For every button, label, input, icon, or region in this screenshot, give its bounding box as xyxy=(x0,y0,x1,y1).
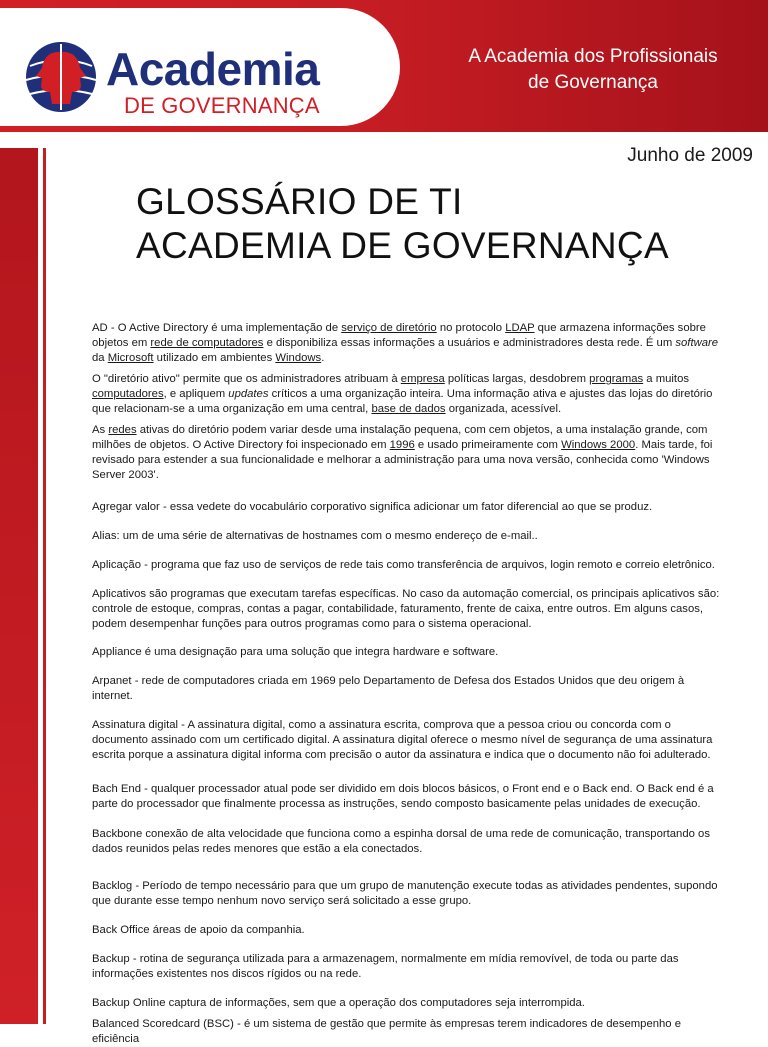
text: , e apliquem xyxy=(163,388,229,400)
glossary-entry-ad xyxy=(92,321,728,366)
tagline-line: de Governança xyxy=(528,72,658,93)
header-banner xyxy=(0,0,768,132)
glossary-entry: Balanced Scoredcard (BSC) - é um sistema de gestão que permite às empresas terem indicadores de desempenho e eficiência xyxy=(92,1018,681,1045)
link-ldap[interactable]: LDAP xyxy=(505,322,535,334)
glossary-entry: Appliance é uma designação para uma solução que integra hardware e software. xyxy=(92,646,499,658)
link-servico-de-diretorio[interactable]: serviço de diretório xyxy=(341,322,437,334)
text: AD - O Active Directory é uma implementação de xyxy=(92,322,342,334)
text: políticas largas, desdobrem xyxy=(444,373,590,385)
left-red-bar xyxy=(0,148,38,1024)
glossary-entry: Arpanet - rede de computadores criada em 1969 pelo Departamento de Defesa dos Estados Unidos que deu origem à internet. xyxy=(92,675,685,702)
glossary-entry: Backup - rotina de segurança utilizada para a armazenagem, normalmente em mídia removível, de toda ou parte das informações existentes nos discos rígidos ou na rede. xyxy=(92,953,679,980)
logo-container[interactable] xyxy=(0,8,400,126)
text: O "diretório ativo" permite que os administradores atribuam à xyxy=(92,373,401,385)
glossary-entry-ad-3 xyxy=(92,423,728,483)
glossary-entry: Bach End - qualquer processador atual pode ser dividido em dois blocos básicos, o Front end e o Back end. O Back end é a parte do processador que finalmente processa as instruções, sendo composto basicamente pelas unidades de execução. xyxy=(92,783,714,810)
glossary-entry: Backup Online captura de informações, sem que a operação dos computadores seja interrompida. xyxy=(92,997,585,1009)
link-1996[interactable]: 1996 xyxy=(389,439,415,451)
italic-term: software xyxy=(675,337,719,349)
title-line: GLOSSÁRIO DE TI xyxy=(136,181,463,222)
logo-title: Academia xyxy=(106,43,320,95)
text: . xyxy=(321,352,325,364)
text: utilizado em ambientes xyxy=(153,352,276,364)
text: da xyxy=(92,352,108,364)
glossary-entry-ad-2 xyxy=(92,372,728,417)
glossary-body xyxy=(92,321,728,1047)
text: ativas do diretório podem variar desde uma instalação pequena, com cem objetos, a uma instalação grande, com milhões de objetos. O Active Directory foi inspecionado em xyxy=(92,424,708,451)
italic-term: updates xyxy=(228,388,269,400)
text: e usado primeiramente com xyxy=(414,439,562,451)
glossary-entry: Backlog - Período de tempo necessário para que um grupo de manutenção execute todas as atividades pendentes, supondo que durante esse tempo nenhum novo serviço será solicitado a esse grupo. xyxy=(92,880,718,907)
glossary-entry: Aplicativos são programas que executam tarefas específicas. No caso da automação comercial, os principais aplicativos são: controle de estoque, compras, contas a pagar, contabilidade, faturamento, frente de caixa, entre outros. Em alguns casos, podem desempenhar funções para outros programas como para o sistema operacional. xyxy=(92,588,720,630)
glossary-entry: Backbone conexão de alta velocidade que funciona como a espinha dorsal de uma rede de comunicação, transportando os dados reunidos pelas redes menores que estão a ela conectados. xyxy=(92,828,710,855)
document-date: Junho de 2009 xyxy=(627,145,753,166)
text: organizada, acessível. xyxy=(445,403,562,415)
text: críticos a uma organização inteira. Uma informação ativa e ajustes das lojas do diretório que relacionam-se a uma organização em uma central, xyxy=(92,388,713,415)
link-computadores[interactable]: computadores xyxy=(92,388,164,400)
link-rede-de-computadores[interactable]: rede de computadores xyxy=(150,337,264,349)
tagline-line: A Academia dos Profissionais xyxy=(468,46,718,67)
logo-subtitle: DE GOVERNANÇA xyxy=(124,93,320,118)
text: que armazena informações sobre objetos em xyxy=(92,322,706,349)
link-windows-2000[interactable]: Windows 2000 xyxy=(561,439,636,451)
glossary-entry: Alias: um de uma série de alternativas de hostnames com o mesmo endereço de e-mail.. xyxy=(92,530,538,542)
two-heads-globe-icon xyxy=(22,40,100,114)
glossary-entry: Back Office áreas de apoio da companhia. xyxy=(92,924,305,936)
glossary-entry: Assinatura digital - A assinatura digital, como a assinatura escrita, comprova que a pessoa criou ou concorda com o documento assinado com um certificado digital. A assinatura digital oferece o mesmo nível de segurança de uma assinatura escrita porque a assinatura digital informa com precisão o autor da assinatura e indica que o documento não foi adulterado. xyxy=(92,719,713,761)
link-empresa[interactable]: empresa xyxy=(400,373,445,385)
left-divider-line xyxy=(43,148,46,1024)
text: no protocolo xyxy=(436,322,506,334)
text: e disponibiliza essas informações a usuários e administradores desta rede. É um xyxy=(263,337,676,349)
glossary-entry: Aplicação - programa que faz uso de serviços de rede tais como transferência de arquivos, login remoto e correio eletrônico. xyxy=(92,559,715,571)
title-line: ACADEMIA DE GOVERNANÇA xyxy=(136,225,669,266)
glossary-entry: Agregar valor - essa vedete do vocabulário corporativo significa adicionar um fator diferencial ao que se produz. xyxy=(92,501,653,513)
header-tagline xyxy=(420,44,766,96)
document-title xyxy=(136,180,756,268)
link-base-de-dados[interactable]: base de dados xyxy=(371,403,446,415)
link-redes[interactable]: redes xyxy=(108,424,137,436)
text: As xyxy=(92,424,109,436)
text: a muitos xyxy=(643,373,690,385)
link-microsoft[interactable]: Microsoft xyxy=(107,352,154,364)
text: . Mais tarde, foi revisado para estender a sua funcionalidade e melhorar a administração para uma nova versão, conhecida como 'Windows Server 2003'. xyxy=(92,439,713,481)
link-programas[interactable]: programas xyxy=(589,373,644,385)
link-windows[interactable]: Windows xyxy=(275,352,322,364)
